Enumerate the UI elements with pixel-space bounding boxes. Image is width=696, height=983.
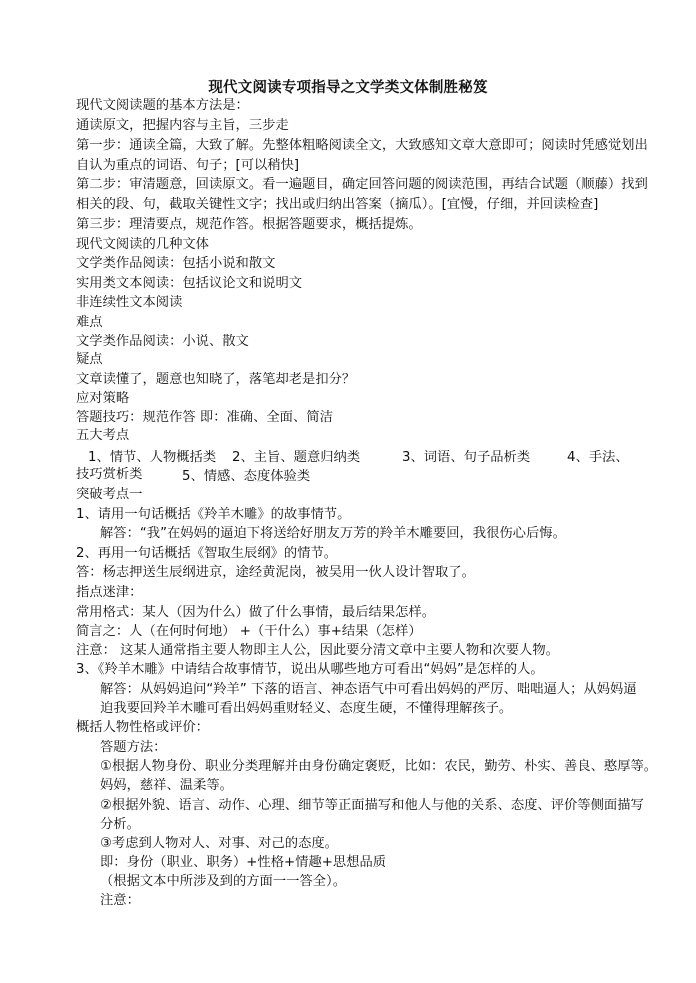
text-line: 第三步：理清要点，规范作答。根据答题要求，概括提炼。 xyxy=(76,217,422,232)
section-heading: 难点 xyxy=(76,315,103,330)
text-line: （根据文本中所涉及到的方面一一答全）。 xyxy=(100,874,346,889)
text-line: 注意： 这某人通常指主要人物即主人公，因此要分清文章中主要人物和次要人物。 xyxy=(76,643,559,658)
text-line: 文学类作品阅读：包括小说和散文 xyxy=(76,256,276,271)
text-line: 非连续性文本阅读 xyxy=(76,295,183,310)
text-line: 答题技巧：规范作答 即：准确、全面、简洁 xyxy=(76,410,333,425)
text-line: ②根据外貌、语言、动作、心理、细节等正面描写和他人与他的关系、态度、评价等侧面描写 xyxy=(100,798,644,813)
answer-line: 答：杨志押送生辰纲进京，途经黄泥岗，被吴用一伙人设计智取了。 xyxy=(76,565,475,580)
text-line: 即：身份（职业、职务）+性格+情趣+思想品质 xyxy=(100,855,387,870)
section-heading: 现代文阅读的几种文体 xyxy=(76,237,209,252)
question-line: 1、请用一句话概括《羚羊木雕》的故事情节。 xyxy=(76,507,351,522)
text-line: 第二步：审清题意，回读原文。看一遍题目，确定回答问题的阅读范围，再结合试题（顺藤）找到 xyxy=(76,177,648,192)
text-line: 现代文阅读题的基本方法是： xyxy=(76,98,249,113)
text-line: 常用格式：某人（因为什么）做了什么事情，最后结果怎样。 xyxy=(76,605,436,620)
section-heading: 疑点 xyxy=(76,352,103,367)
text-line: 通读原文，把握内容与主旨，三步走 xyxy=(76,118,289,133)
text-line: 注意： xyxy=(100,893,140,908)
text-line: 妈妈，慈祥、温柔等。 xyxy=(100,778,233,793)
question-line: 2、再用一句话概括《智取生辰纲》的情节。 xyxy=(76,546,338,561)
text-line: 简言之：人（在何时何地） +（干什么）事+结果（怎样） xyxy=(76,624,422,639)
text-line: 技巧赏析类 xyxy=(76,467,143,482)
exam-point-5: 5、情感、态度体验类 xyxy=(182,469,311,484)
section-heading: 概括人物性格或评价： xyxy=(76,720,209,735)
text-line: ③考虑到人物对人、对事、对己的态度。 xyxy=(100,836,338,851)
answer-line: 迫我要回羚羊木雕可看出妈妈重财轻义、态度生硬，不懂得理解孩子。 xyxy=(100,701,513,716)
text-line: 实用类文本阅读：包括议论文和说明文 xyxy=(76,276,303,291)
exam-point-2: 2、主旨、题意归纳类 xyxy=(232,450,361,465)
page-title: 现代文阅读专项指导之文学类文体制胜秘笈 xyxy=(208,80,488,96)
text-line: ①根据人物身份、职业分类理解并由身份确定褒贬，比如：农民，勤劳、朴实、善良、憨厚等。 xyxy=(100,759,658,774)
text-line: 答题方法： xyxy=(100,740,167,755)
answer-line: 解答：从妈妈追问“羚羊” 下落的语言、神态语气中可看出妈妈的严厉、咄咄逼人；从妈妈逼 xyxy=(100,682,637,697)
section-heading: 指点迷津： xyxy=(76,585,143,600)
text-line: 第一步：通读全篇，大致了解。先整体粗略阅读全文，大致感知文章大意即可；阅读时凭感觉划出 xyxy=(76,138,648,153)
text-line: 文学类作品阅读：小说、散文 xyxy=(76,334,249,349)
text-line: 自认为重点的词语、句子；[可以稍快] xyxy=(76,158,300,173)
answer-line: 解答：“我”在妈妈的逼迫下将送给好朋友万芳的羚羊木雕要回，我很伤心后悔。 xyxy=(100,526,566,541)
exam-point-4: 4、手法、 xyxy=(567,450,629,465)
section-heading: 应对策略 xyxy=(76,391,130,406)
exam-point-3: 3、词语、句子品析类 xyxy=(402,450,531,465)
section-heading: 五大考点 xyxy=(76,428,130,443)
text-line: 分析。 xyxy=(100,817,140,832)
text-line: 相关的段、句，截取关键性文字；找出或归纳出答案（摘瓜）。[宜慢，仔细，并回读检查] xyxy=(76,197,599,212)
section-heading: 突破考点一 xyxy=(76,487,143,502)
question-line: 3、《羚羊木雕》中请结合故事情节，说出从哪些地方可看出“妈妈”是怎样的人。 xyxy=(76,662,544,677)
exam-point-1: 1、情节、人物概括类 xyxy=(88,450,217,465)
text-line: 文章读懂了，题意也知晓了，落笔却老是扣分？ xyxy=(76,372,356,387)
